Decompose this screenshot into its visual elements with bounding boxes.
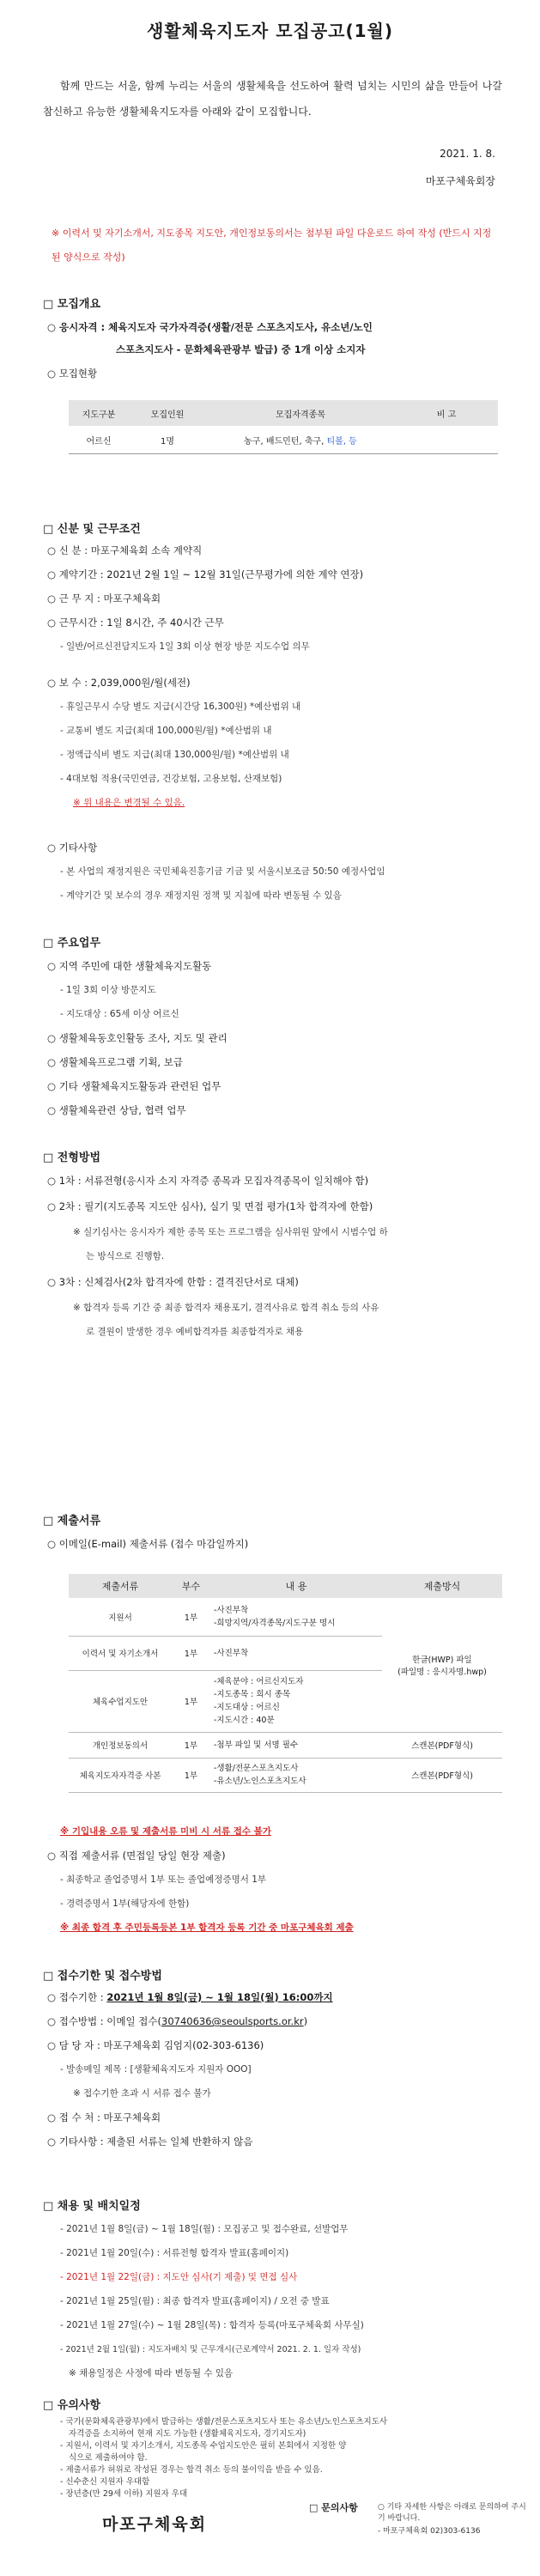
direct-submission-label: ○ 직접 제출서류 (면접일 당일 현장 제출) (47, 1850, 226, 1862)
table-cell: 이력서 및 자기소개서 (69, 1636, 172, 1670)
caution-item: - 지원서, 이력서 및 자기소개서, 지도종목 수업지도안은 필히 본회에서 지정한 양 (60, 2441, 347, 2451)
content-line: -체육분야 : 어르신지도자 (214, 1677, 304, 1686)
sports-list: 농구, 배드민턴, 축구, (244, 436, 327, 447)
caution-item: 자격증을 소지하여 현재 지도 가능한 (생활체육지도자, 경기지도자) (69, 2429, 306, 2439)
section-cautions-heading: □ 유의사항 (43, 2399, 101, 2412)
table-header-row (69, 1574, 502, 1598)
section-inquiry-heading: □ 문의사항 (309, 2502, 358, 2513)
inquiry-contact: - 마포구체육회 02)303-6136 (378, 2527, 481, 2536)
conditions-hours: ○ 근무시간 : 1일 8시간, 주 40시간 근무 (47, 617, 224, 629)
documents-warning: ※ 기입내용 오류 및 제출서류 미비 시 서류 접수 불가 (60, 1826, 271, 1837)
selection-note: 는 방식으로 진행함. (86, 1251, 165, 1261)
table-cell: 지원서 (69, 1598, 172, 1636)
deadline-warning: ※ 접수기한 초과 시 서류 접수 불가 (73, 2088, 211, 2099)
selection-step: ○ 1차 : 서류전형(응시자 소지 자격증 종목과 모집자격종목이 일치해야 함) (47, 1175, 369, 1187)
table-cell: 체육지도자자격증 사본 (69, 1758, 172, 1792)
table-header-cell: 비 고 (395, 400, 498, 426)
content-line: -유소년/노인스포츠지도사 (214, 1777, 306, 1786)
table-cell: 개인정보동의서 (69, 1732, 172, 1758)
salary-note: - 4대보험 적용(국민연금, 건강보험, 고용보험, 산재보험) (60, 774, 282, 784)
application-office: ○ 접 수 처 : 마포구체육회 (47, 2111, 161, 2123)
table-header-cell: 모집자격종목 (206, 400, 395, 426)
schedule-item: - 2021년 1월 27일(수) ~ 1월 28일(목) : 합격자 등록(마포구체육회 사무실) (60, 2320, 364, 2330)
content-line: -첨부 파일 및 서명 필수 (214, 1740, 299, 1750)
duty-item: ○ 기타 생활체육지도활동과 관련된 업무 (47, 1080, 221, 1092)
content-line: -지도대상 : 어르신 (214, 1703, 280, 1712)
schedule-item: - 2021년 1월 25일(월) : 최종 합격자 발표(홈페이지) / 오전 중 발표 (60, 2296, 330, 2306)
content-line: -희망지역/자격종목/지도구분 명시 (214, 1618, 336, 1628)
salary-note: - 교통비 별도 지급(최대 100,000원/월) *예산범위 내 (60, 726, 272, 736)
salary-change-note: ※ 위 내용은 변경될 수 있음. (73, 798, 185, 808)
conditions-salary: ○ 보 수 : 2,039,000원/월(세전) (47, 677, 191, 689)
email-subject-note: - 발송메일 제목 : [생활체육지도자 지원자 OOO] (60, 2064, 252, 2075)
direct-submission-item: - 최종학교 졸업증명서 1부 또는 졸업예정증명서 1부 (60, 1874, 267, 1885)
recruitment-status-table (69, 400, 498, 454)
duty-subitem: - 1일 3회 이상 방문지도 (60, 985, 156, 995)
table-cell: 어르신 (69, 426, 129, 454)
table-cell (210, 1732, 382, 1758)
caution-item: - 국가(문화체육관광부)에서 발급하는 생활/전문스포츠지도사 또는 유소년/노인스포츠지도사 (60, 2417, 388, 2427)
method-label: ○ 접수방법 : 이메일 접수( (47, 2015, 161, 2027)
table-cell: 1부 (172, 1758, 210, 1792)
content-line: -지도시간 : 40분 (214, 1716, 275, 1725)
other-note: - 계약기간 및 보수의 경우 재정지원 정책 및 지침에 따라 변동될 수 있음 (60, 890, 342, 901)
caution-item: - 장년층(만 29세 이하) 지원자 우대 (60, 2489, 188, 2499)
duty-item: ○ 생활체육프로그램 기획, 보급 (47, 1056, 183, 1068)
selection-note: ※ 합격자 등록 기간 중 최종 합격자 채용포기, 결격사유로 합격 취소 등의 사유 (73, 1303, 379, 1313)
table-cell (210, 1636, 382, 1670)
duty-item: ○ 생활체육동호인활동 조사, 지도 및 관리 (47, 1032, 228, 1044)
other-note: - 본 사업의 재정지원은 국민체육진흥기금 기금 및 서울시보조금 50:50 예정사업임 (60, 866, 385, 877)
section-selection-heading: □ 전형방법 (43, 1151, 101, 1164)
method-line: (파일명 : 응시자명.hwp) (397, 1667, 487, 1677)
selection-step: ○ 3차 : 신체검사(2차 합격자에 한함 : 결격진단서로 대체) (47, 1276, 299, 1288)
duty-item: ○ 생활체육관련 상담, 협력 업무 (47, 1104, 186, 1116)
documents-email-label: ○ 이메일(E-mail) 제출서류 (접수 마감일까지) (47, 1538, 249, 1550)
conditions-status: ○ 신 분 : 마포구체육회 소속 계약직 (47, 544, 203, 556)
form-download-notice: ※ 이력서 및 자기소개서, 지도종목 지도안, 개인정보동의서는 첨부된 파일 다운로드 하여 작성 (반드시 지정된 양식으로 작성) (52, 228, 492, 263)
table-cell: 1부 (172, 1598, 210, 1636)
footer-organization: 마포구체육회 (101, 2515, 208, 2534)
selection-step: ○ 2차 : 필기(지도종목 지도안 심사), 실기 및 면접 평가(1차 합격자에 한함) (47, 1200, 373, 1212)
qualification-line-2: 스포츠지도사 - 문화체육관광부 발급) 중 1개 이상 소지자 (116, 343, 366, 355)
table-row (69, 426, 498, 454)
notice-date: 2021. 1. 8. (440, 148, 495, 160)
final-submission-note: ※ 최종 합격 후 주민등록등본 1부 합격자 등록 기간 중 마포구체육회 제출 (60, 1923, 354, 1933)
table-header-cell: 내 용 (210, 1574, 382, 1598)
content-line: -사진부착 (214, 1648, 249, 1658)
schedule-item: - 2021년 1월 20일(수) : 서류전형 합격자 발표(홈페이지) (60, 2248, 289, 2258)
salary-note: - 정액급식비 별도 지급(최대 130,000원/월) *예산범위 내 (60, 750, 289, 760)
deadline-value: 2021년 1월 8일(금) ~ 1월 18일(월) 16:00까지 (106, 1991, 333, 2003)
deadline-label: ○ 접수기한 : (47, 1991, 107, 2003)
table-cell: 체육수업지도안 (69, 1670, 172, 1732)
duty-item: ○ 지역 주민에 대한 생활체육지도활동 (47, 960, 212, 972)
method-close: ) (303, 2015, 308, 2027)
table-header-cell: 제출서류 (69, 1574, 172, 1598)
table-cell (210, 1758, 382, 1792)
table-cell: 1부 (172, 1732, 210, 1758)
table-cell: 1부 (172, 1670, 210, 1732)
qualification-line-1: ○ 응시자격 : 체육지도자 국가자격증(생활/전문 스포츠지도사, 유소년/노인 (47, 321, 373, 333)
table-row (69, 1732, 502, 1758)
table-header-row (69, 400, 498, 426)
section-application-heading: □ 접수기한 및 접수방법 (43, 1970, 162, 1983)
table-cell (210, 1598, 382, 1636)
application-other: ○ 기타사항 : 제출된 서류는 일체 반환하지 않음 (47, 2136, 253, 2148)
content-line: -지도종목 : 희시 종목 (214, 1690, 291, 1699)
salary-note: - 휴일근무시 수당 별도 지급(시간당 16,300원) *예산범위 내 (60, 702, 301, 712)
section-duties-heading: □ 주요업무 (43, 937, 101, 950)
table-row (69, 1758, 502, 1792)
application-deadline (47, 1990, 511, 2004)
content-line: -생활/전문스포츠지도사 (214, 1764, 299, 1773)
section-schedule-heading: □ 채용 및 배치일정 (43, 2200, 141, 2213)
schedule-item: - 2021년 1월 8일(금) ~ 1월 18일(월) : 모집공고 및 접수완료, 선발업무 (60, 2224, 349, 2234)
content-line: -사진부착 (214, 1605, 249, 1615)
table-header-cell: 부수 (172, 1574, 210, 1598)
conditions-other: ○ 기타사항 (47, 841, 98, 854)
conditions-location: ○ 근 무 지 : 마포구체육회 (47, 592, 161, 605)
application-method (47, 2014, 511, 2028)
caution-item: 식으로 제출하여야 함. (69, 2453, 148, 2463)
method-line: 한글(HWP) 파일 (412, 1655, 472, 1665)
section-conditions-heading: □ 신분 및 근무조건 (43, 523, 141, 536)
recruitment-status-label: ○ 모집현황 (47, 368, 98, 380)
page-title: 생활체육지도자 모집공고(1월) (147, 21, 393, 41)
application-email-link[interactable]: 30740636@seoulsports.or.kr (161, 2015, 304, 2027)
selection-note: ※ 실기심사는 응시자가 제한 종목 또는 프로그램을 심사위원 앞에서 시범수업 하 (73, 1227, 388, 1237)
table-cell: 스캔본(PDF형식) (382, 1758, 502, 1792)
section-overview-heading: □ 모집개요 (43, 298, 101, 311)
inquiry-text: ○ 기타 자세한 사항은 아래로 문의하여 주시기 바랍니다. (378, 2503, 526, 2523)
direct-submission-item: - 경력증명서 1부(해당자에 한함) (60, 1899, 190, 1909)
sports-list-highlight: 티볼, 등 (326, 436, 357, 447)
selection-note: 로 결원이 발생한 경우 예비합격자를 최종합격자로 채용 (86, 1327, 304, 1337)
schedule-item-interview: - 2021년 1월 22일(금) : 지도안 심사(기 제출) 및 면접 심사 (60, 2272, 298, 2282)
section-documents-heading: □ 제출서류 (43, 1515, 101, 1528)
table-cell (395, 426, 498, 454)
documents-table (69, 1574, 502, 1793)
intro-paragraph: 함께 만드는 서울, 함께 누리는 서울의 생활체육을 선도하여 활력 넘치는 시민의 삶을 만들어 나갈 참신하고 유능한 생활체육지도자를 아래와 같이 모집합니다. (43, 80, 502, 118)
schedule-item: - 2021년 2월 1일(월) : 지도자배치 및 근무개시(근로계약서 2021. 2. 1. 일자 작성) (60, 2345, 361, 2354)
table-cell: 스캔본(PDF형식) (382, 1732, 502, 1758)
table-header-cell: 제출방식 (382, 1574, 502, 1598)
table-cell (210, 1670, 382, 1732)
table-cell: 1명 (129, 426, 206, 454)
table-header-cell: 모집인원 (129, 400, 206, 426)
duty-subitem: - 지도대상 : 65세 이상 어르신 (60, 1009, 179, 1019)
table-cell (206, 426, 395, 454)
table-header-cell: 지도구분 (69, 400, 129, 426)
table-cell (382, 1598, 502, 1732)
caution-item: - 제출서류가 허위로 작성된 경우는 합격 취소 등의 불이익을 받을 수 있음. (60, 2465, 323, 2475)
table-row (69, 1598, 502, 1636)
schedule-note: ※ 채용일정은 사정에 따라 변동될 수 있음 (69, 2368, 234, 2379)
conditions-period: ○ 계약기간 : 2021년 2월 1일 ~ 12월 31일(근무평가에 의한 계약 연장) (47, 568, 364, 580)
notice-issuer: 마포구체육회장 (425, 175, 495, 187)
application-contact: ○ 담 당 자 : 마포구체육회 김엄지(02-303-6136) (47, 2039, 264, 2051)
conditions-hours-note: - 일반/어르신전담지도자 1일 3회 이상 현장 방문 지도수업 의무 (60, 641, 310, 652)
table-cell: 1부 (172, 1636, 210, 1670)
caution-item: - 신수춘신 지원자 우대함 (60, 2477, 150, 2487)
